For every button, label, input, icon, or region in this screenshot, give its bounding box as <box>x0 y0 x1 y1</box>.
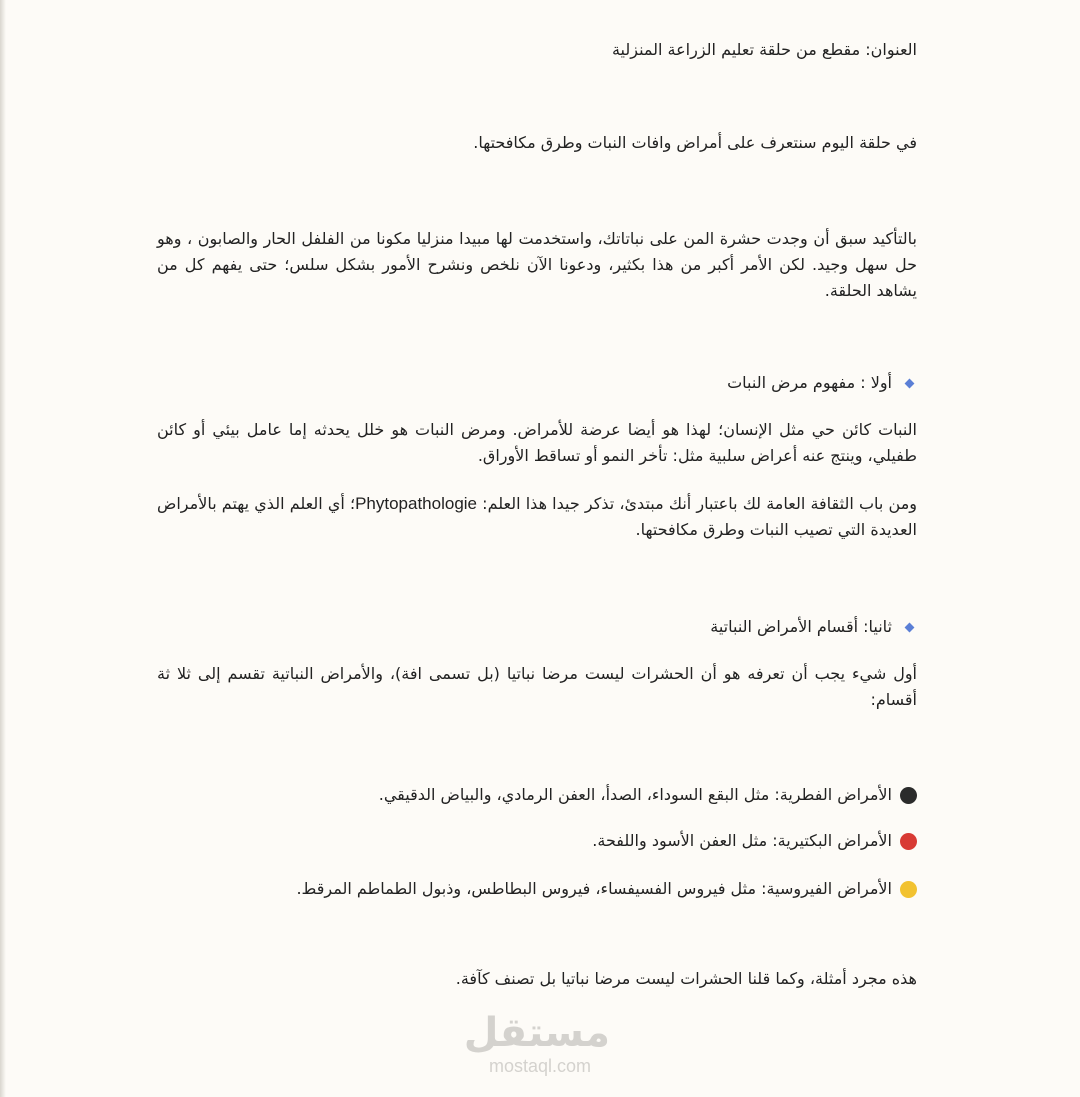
phytopathology-term: Phytopathologie <box>355 494 478 513</box>
concept-paragraph: النبات كائن حي مثل الإنسان؛ لهذا هو أيضا عرضة للأمراض. ومرض النبات هو خلل يحدثه إما عامل بيئي أو كائن طفيلي، وينتج عنه أعراض سلبية مثل: تأخر النمو أو تساقط الأوراق. <box>157 420 917 465</box>
closing-paragraph: هذه مجرد أمثلة، وكما قلنا الحشرات ليست مرضا نباتيا بل تصنف كآفة. <box>455 969 917 988</box>
section-heading-divisions <box>157 614 917 640</box>
disease-item-text: الأمراض الفيروسية: مثل فيروس الفسيفساء، فيروس البطاطس، وذبول الطماطم المرقط. <box>296 879 892 898</box>
watermark-latin: mostaql.com <box>488 1056 592 1076</box>
diamond-bullet-icon <box>905 622 915 632</box>
divisions-paragraph: أول شيء يجب أن تعرفه هو أن الحشرات ليست مرضا نباتيا (بل تسمى افة)، والأمراض النباتية تقسم إلى ثلا ثة أقسام: <box>157 664 917 709</box>
watermark-arabic: مستقل <box>463 1010 610 1056</box>
phytopathology-text-after: ؛ أي العلم الذي يهتم بالأمراض العديدة التي تصيب النبات وطرق مكافحتها. <box>157 494 917 539</box>
page-edge-shadow <box>0 0 6 1097</box>
mostaql-watermark <box>463 1010 610 1076</box>
red-circle-icon <box>900 833 917 850</box>
phytopathology-text-before: ومن باب الثقافة العامة لك باعتبار أنك مبتدئ، تذكر جيدا هذا العلم: <box>477 494 918 513</box>
disease-item-fungal <box>157 782 917 808</box>
disease-item-bacterial <box>157 828 917 854</box>
intro-paragraph: في حلقة اليوم سنتعرف على أمراض وافات النبات وطرق مكافحتها. <box>473 133 917 152</box>
opening-paragraph: بالتأكيد سبق أن وجدت حشرة المن على نباتاتك، واستخدمت لها مبيدا منزليا مكونا من الفلفل الحار والصابون ، وهو حل سهل وجيد. لكن الأمر أكبر من هذا بكثير، ودعونا الآن نلخص ونشرح الأمور بشكل سلس؛ حتى يفهم كل من يشاهد الحلقة. <box>157 229 917 300</box>
disease-item-text: الأمراض البكتيرية: مثل العفن الأسود واللفحة. <box>592 831 892 850</box>
yellow-circle-icon <box>900 881 917 898</box>
section-heading-concept <box>157 370 917 396</box>
disease-item-viral <box>157 876 917 902</box>
disease-item-text: الأمراض الفطرية: مثل البقع السوداء، الصدأ، العفن الرمادي، والبياض الدقيقي. <box>378 785 892 804</box>
black-circle-icon <box>900 787 917 804</box>
section-heading-text: ثانيا: أقسام الأمراض النباتية <box>710 617 892 636</box>
phytopathology-paragraph <box>157 491 917 543</box>
diamond-bullet-icon <box>905 378 915 388</box>
section-heading-text: أولا : مفهوم مرض النبات <box>727 373 892 392</box>
document-title: العنوان: مقطع من حلقة تعليم الزراعة المنزلية <box>611 40 917 59</box>
